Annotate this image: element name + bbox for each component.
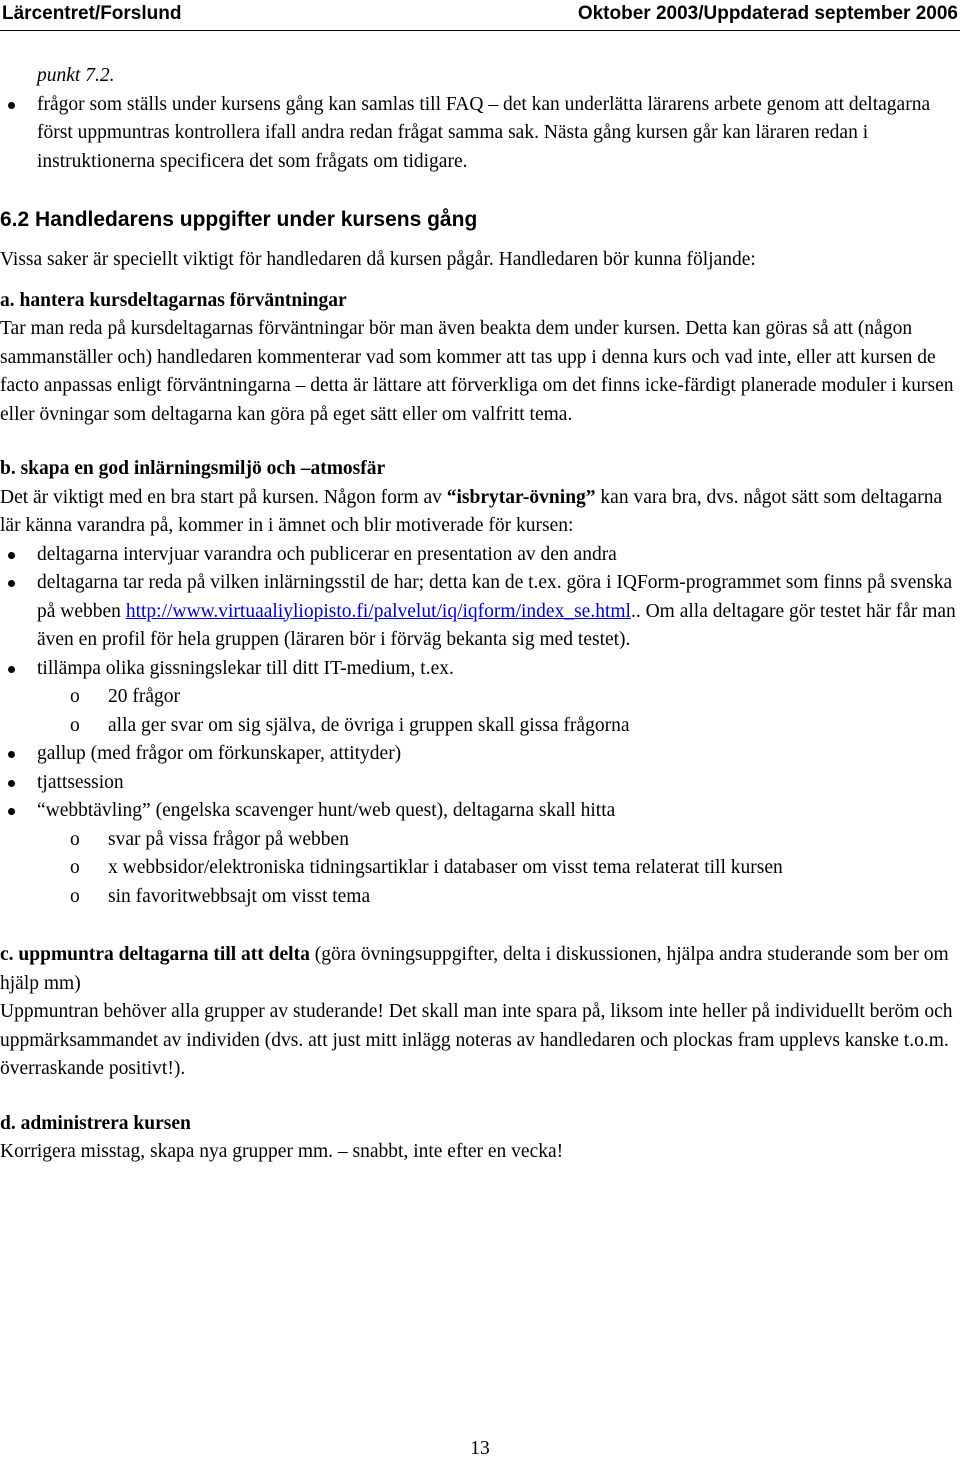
sub-list-item-text: x webbsidor/elektroniska tidningsartiklar i databaser om visst tema relaterat till kursen [108,857,783,878]
bullet-icon [8,666,15,673]
page-header [0,0,960,31]
b-list-continued [0,740,960,826]
list-item [0,91,960,177]
subsection-b-heading: b. skapa en god inlärningsmiljö och –atmosfär [0,458,386,479]
sub-list-item-text: alla ger svar om sig själva, de övriga i gruppen skall gissa frågorna [108,714,630,736]
body-text: Det är viktigt med en bra start på kursen. Någon form av [0,486,447,508]
list-item-text: .. Om alla deltagare gör testet här får man även en profil för hela gruppen (läraren bör i förväg bekanta sig med testet). [37,600,956,650]
circle-bullet-icon: o [70,714,80,736]
subsection-c-heading-rest: (göra övningsuppgifter, delta i diskussionen, hjälpa andra studerande som ber om hjälp mm) [0,944,949,994]
header-right: Oktober 2003/Uppdaterad september 2006 [577,3,958,24]
subsection-d-heading: d. administrera kursen [0,1112,191,1134]
list-item [0,769,960,798]
sub-list-item-text: svar på vissa frågor på webben [108,828,349,850]
list-item [0,797,960,826]
punkt-reference: punkt 7.2. [37,65,115,86]
list-item [0,655,960,684]
list-item [0,569,960,655]
circle-bullet-icon: o [70,885,80,907]
section-intro: Vissa saker är speciellt viktigt för handledaren då kursen pågår. Handledaren bör kunna följande: [0,249,756,270]
page-number: 13 [470,1438,490,1459]
b3-sublist [0,683,960,740]
subsection-c-body: Uppmuntran behöver alla grupper av studerande! Det skall man inte spara på, liksom inte heller på individuellt beröm och uppmärksammandet av individen (dvs. att just mitt inlägg noteras av handledaren och plockas fram upplevs kanske t.o.m. överraskande positivt!). [0,1001,953,1079]
list-item [0,740,960,769]
b-list [0,541,960,684]
sub-list-item [0,854,960,883]
subsection-a-body: Tar man reda på kursdeltagarnas förväntningar bör man även beakta dem under kursen. Detta kan göras så att (någon sammanställer och) handledaren kommenterar vad som kommer att tas upp i denna kurs och vad inte, eller att kursen de facto anpassas enligt förväntningarna – detta är lättare att förverkliga om det finns icke-färdigt planerade moduler i kursen eller övningar som deltagarna kan göra på eget sätt eller om valfritt tema. [0,318,954,425]
sub-list-item-text: sin favoritwebbsajt om visst tema [108,885,371,907]
circle-bullet-icon: o [70,828,80,850]
page-content [0,62,960,1167]
intro-list [0,91,960,177]
bullet-icon [8,808,15,815]
list-item-text: deltagarna tar reda på vilken inlärningsstil de har; detta kan de t.ex. göra i IQForm-programmet som finns på svenska på webben [37,572,953,622]
bullet-icon [8,780,15,787]
subsection-b-body [0,484,960,541]
isbrytar-term: “isbrytar-övning” [446,486,596,508]
b6-sublist [0,826,960,912]
sub-list-item [0,712,960,741]
section-heading: 6.2 Handledarens uppgifter under kursens gång [0,208,478,231]
list-item-text: tjattsession [37,771,124,793]
bullet-icon [8,552,15,559]
iqform-link[interactable]: http://www.virtuaaliyliopisto.fi/palvelut/iq/iqform/index_se.html [125,600,631,622]
header-left: Lärcentret/Forslund [2,3,182,24]
subsection-c-heading-line [0,941,960,998]
bullet-icon [8,580,15,587]
subsection-a-heading: a. hantera kursdeltagarnas förväntningar [0,289,347,311]
list-item-text: tillämpa olika gissningslekar till ditt IT-medium, t.ex. [37,657,454,679]
sub-list-item [0,826,960,855]
bullet-icon [8,751,15,758]
list-item [0,541,960,570]
subsection-d-body: Korrigera misstag, skapa nya grupper mm. – snabbt, inte efter en vecka! [0,1141,564,1162]
subsection-c-heading: c. uppmuntra deltagarna till att delta [0,944,310,965]
list-item-text: frågor som ställs under kursens gång kan samlas till FAQ – det kan underlätta lärarens arbete genom att deltagarna först uppmuntras kontrollera ifall andra redan frågat samma sak. Nästa gång kursen går kan läraren redan i instruktionerna specificera det som frågats om tidigare. [37,93,931,172]
list-item-text: “webbtävling” (engelska scavenger hunt/web quest), deltagarna skall hitta [37,800,616,821]
sub-list-item [0,883,960,912]
list-item-text: gallup (med frågor om förkunskaper, attityder) [37,743,402,764]
circle-bullet-icon: o [70,686,80,707]
list-item-text: deltagarna intervjuar varandra och publicerar en presentation av den andra [37,543,617,565]
bullet-icon [8,102,15,109]
body-text: kan vara bra, dvs. något sätt som deltagarna lär känna varandra på, kommer in i ämnet och blir motiverade för kursen: [0,486,943,536]
sub-list-item-text: 20 frågor [108,686,181,707]
circle-bullet-icon: o [70,857,80,878]
sub-list-item [0,683,960,712]
